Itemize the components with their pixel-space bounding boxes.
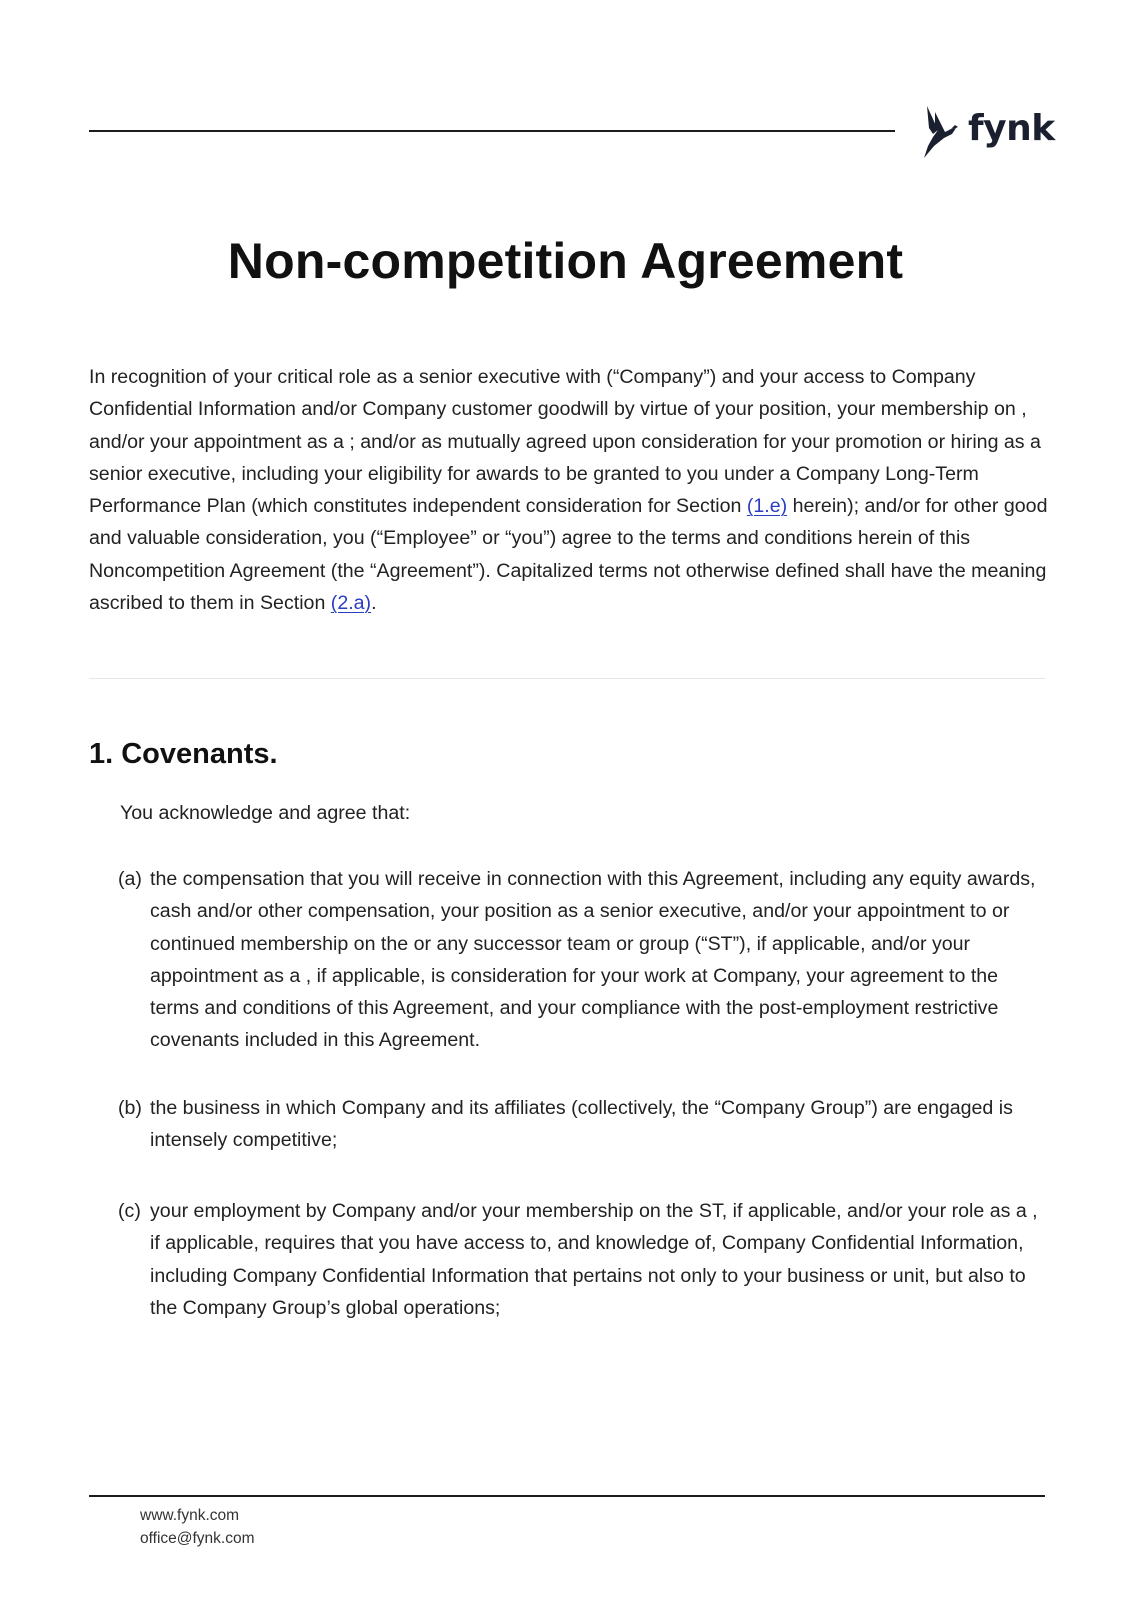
clause-label: (b) <box>118 1097 142 1119</box>
fynk-logo <box>918 104 1055 160</box>
header-rule <box>89 130 895 132</box>
clause-label: (c) <box>118 1200 141 1222</box>
clause-text: the compensation that you will receive in connection with this Agreement, including any equity awards, cash and/or other compensation, your position as a senior executive, and/or your appointment to or continued membership on the or any successor team or group (“ST”), if applicable, and/or your appointment as a , if applicable, is consideration for your work at Company, your agreement to the terms and conditions of this Agreement, and your compliance with the post-employment restrictive covenants included in this Agreement. <box>150 868 1036 1052</box>
page-title: Non-competition Agreement <box>227 233 904 289</box>
clause-a <box>118 863 1048 1057</box>
clause-text: the business in which Company and its affiliates (collectively, the “Company Group”) are engaged is intensely competitive; <box>150 1097 1013 1152</box>
footer-email-link[interactable]: office@fynk.com <box>140 1530 255 1547</box>
intro-text-3: . <box>371 592 377 615</box>
clause-c <box>118 1195 1048 1324</box>
intro-paragraph <box>89 361 1049 619</box>
intro-text-2: herein); and/or for other good and valuable consideration, you (“Employee” or “you”) agree to the terms and conditions herein of this Noncompetition Agreement (the “Agreement”). Capitalized terms not otherwise defined shall have the meaning ascribed to them in Section <box>89 495 1048 615</box>
clause-text: your employment by Company and/or your membership on the ST, if applicable, and/or your role as a , if applicable, requires that you have access to, and knowledge of, Company Confidential Information, including Company Confidential Information that pertains not only to your business or unit, but also to the Company Group’s global operations; <box>150 1200 1038 1319</box>
section-link-2a[interactable]: (2.a) <box>330 592 372 615</box>
section-link-1e[interactable]: (1.e) <box>746 495 788 518</box>
footer-website-link[interactable]: www.fynk.com <box>140 1507 240 1524</box>
brand-name: fynk <box>968 107 1055 149</box>
clause-label: (a) <box>118 868 142 890</box>
clause-b <box>118 1092 1048 1157</box>
footer-rule <box>89 1495 1045 1497</box>
section-divider <box>89 678 1045 679</box>
section-lead: You acknowledge and agree that: <box>120 802 411 824</box>
bird-logo-icon <box>918 104 970 160</box>
intro-text-1: In recognition of your critical role as a senior executive with (“Company”) and your access to Company Confidential Information and/or Company customer goodwill by virtue of your position, your membership on , and/or your appointment as a ; and/or as mutually agreed upon consideration for your promotion or hiring as a senior executive, including your eligibility for awards to be granted to you under a Company Long-Term Performance Plan (which constitutes independent consideration for Section <box>89 366 1041 518</box>
section-heading-covenants: 1. Covenants. <box>89 738 278 770</box>
